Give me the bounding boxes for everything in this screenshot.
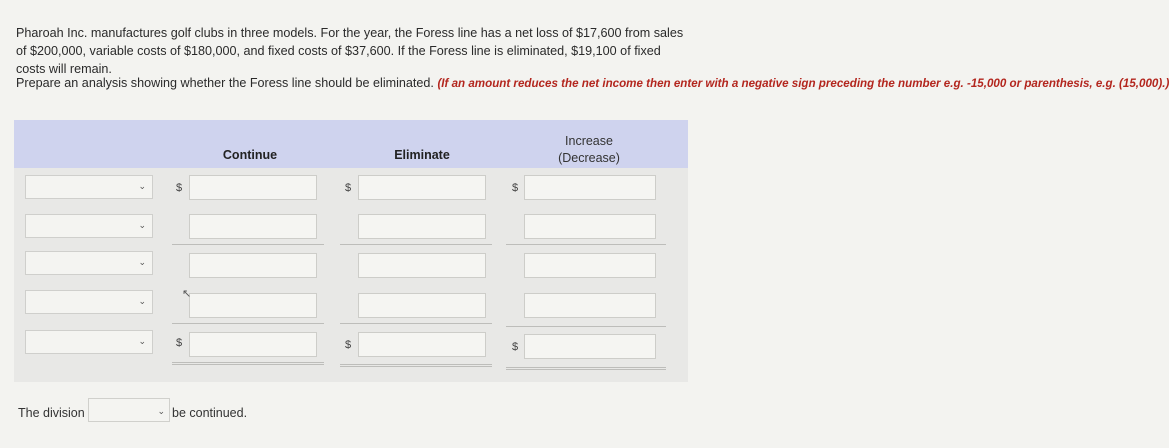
table-header (14, 120, 688, 168)
row-5-increase-input[interactable] (524, 334, 656, 359)
row-3-eliminate-input[interactable] (358, 253, 486, 278)
analysis-table (14, 120, 688, 382)
row-4-increase-input[interactable] (524, 293, 656, 318)
total-double-line (340, 364, 492, 367)
chevron-down-icon: ⌄ (138, 181, 146, 191)
row-1-item-select[interactable] (25, 175, 153, 199)
total-double-line (506, 367, 666, 370)
header-increase: Increase (565, 134, 613, 148)
chevron-down-icon: ⌄ (138, 296, 146, 306)
chevron-down-icon: ⌄ (138, 257, 146, 267)
subtotal-line (506, 326, 666, 327)
header-increase-decrease (544, 133, 634, 167)
subtotal-line (340, 323, 492, 324)
instruction-main: Prepare an analysis showing whether the Foress line should be eliminated. (16, 76, 434, 90)
subtotal-line (172, 323, 324, 324)
dollar-sign: $ (345, 339, 352, 351)
problem-statement: Pharoah Inc. manufactures golf clubs in three models. For the year, the Foress line has a net loss of $17,600 from sales of $200,000, variable costs of $180,000, and fixed costs of $37,600. If the Foress line is eliminated, $19,100 of fixed costs will remain. (16, 26, 684, 76)
row-5-eliminate-input[interactable] (358, 332, 486, 357)
chevron-down-icon: ⌄ (138, 220, 146, 230)
conclusion-select[interactable] (88, 398, 170, 422)
chevron-down-icon: ⌄ (138, 336, 146, 346)
header-eliminate: Eliminate (394, 148, 450, 162)
row-5-continue-input[interactable] (189, 332, 317, 357)
row-4-eliminate-input[interactable] (358, 293, 486, 318)
row-2-increase-input[interactable] (524, 214, 656, 239)
row-3-item-select[interactable] (25, 251, 153, 275)
header-continue: Continue (222, 148, 278, 162)
row-2-item-select[interactable] (25, 214, 153, 238)
row-3-increase-input[interactable] (524, 253, 656, 278)
dollar-sign: $ (176, 182, 183, 194)
chevron-down-icon: ⌄ (157, 406, 165, 416)
subtotal-line (172, 244, 324, 245)
instruction (16, 74, 1169, 93)
dollar-sign: $ (176, 337, 183, 349)
row-3-continue-input[interactable] (189, 253, 317, 278)
subtotal-line (340, 244, 492, 245)
conclusion-row (0, 392, 700, 448)
dollar-sign: $ (512, 341, 519, 353)
row-5-item-select[interactable] (25, 330, 153, 354)
conclusion-label: The division (18, 406, 85, 420)
subtotal-line (506, 244, 666, 245)
dollar-sign: $ (345, 182, 352, 194)
row-1-continue-input[interactable] (189, 175, 317, 200)
row-2-continue-input[interactable] (189, 214, 317, 239)
conclusion-tail: be continued. (172, 406, 248, 420)
dollar-sign: $ (512, 182, 519, 194)
header-decrease: (Decrease) (558, 151, 620, 165)
row-1-eliminate-input[interactable] (358, 175, 486, 200)
total-double-line (172, 362, 324, 365)
row-4-continue-input[interactable] (189, 293, 317, 318)
row-2-eliminate-input[interactable] (358, 214, 486, 239)
row-1-increase-input[interactable] (524, 175, 656, 200)
mouse-pointer-icon: ↖ (182, 288, 192, 300)
instruction-note: (If an amount reduces the net income then enter with a negative sign preceding the number e.g. -15,000 or parenthesis, e.g. (15,000).) (437, 77, 1169, 90)
row-4-item-select[interactable] (25, 290, 153, 314)
